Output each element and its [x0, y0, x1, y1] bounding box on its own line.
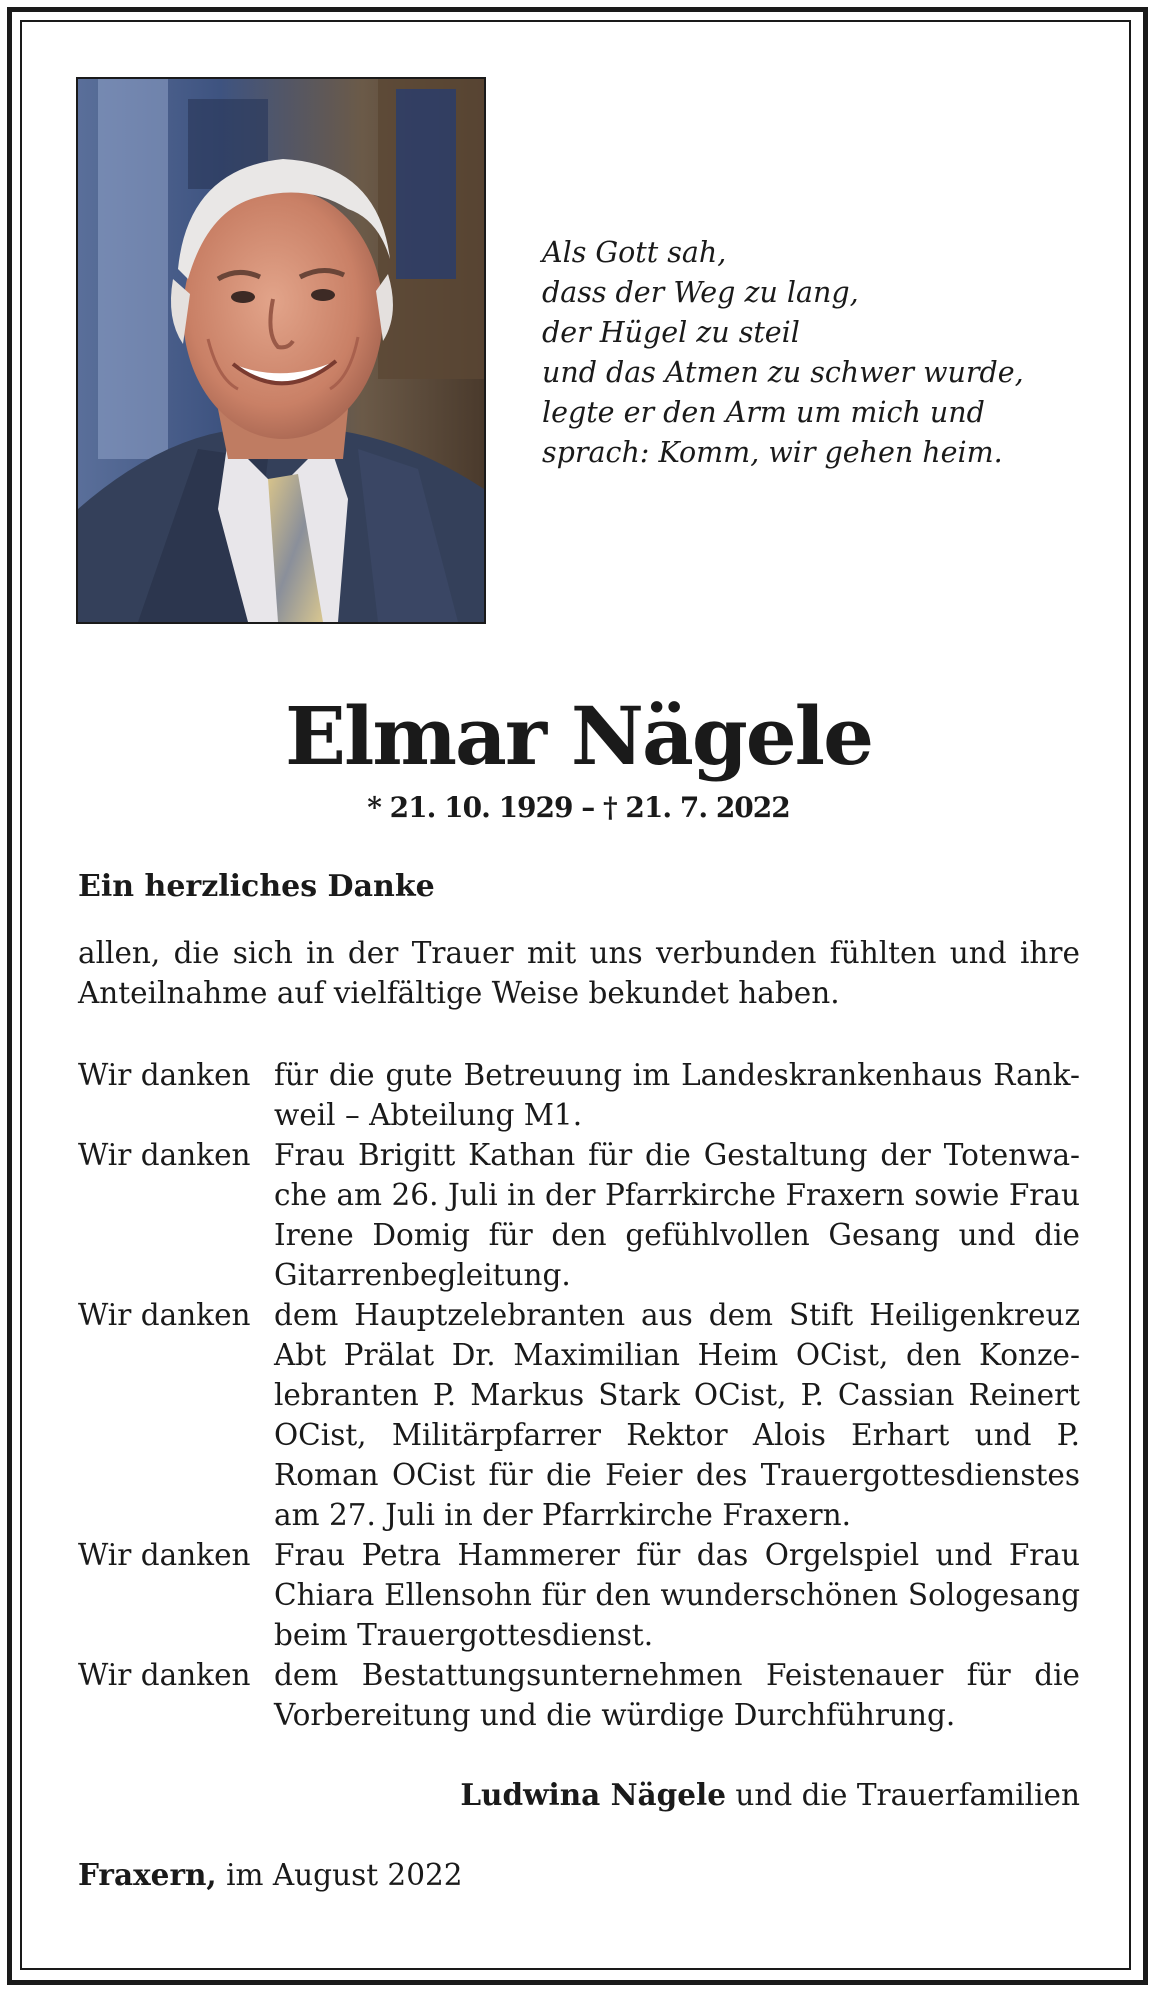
thanks-line: Roman OCist für die Feier des Trauergottesdienstes — [274, 1458, 1080, 1492]
place-date-text: im August 2022 — [226, 1858, 463, 1892]
thanks-lead: Wir danken — [78, 1138, 251, 1172]
portrait-image — [78, 79, 484, 622]
thanks-line: Abt Prälat Dr. Maximilian Heim OCist, den Konze- — [274, 1338, 1080, 1372]
thanks-line: Vorbereitung und die würdige Durchführung. — [274, 1698, 956, 1732]
deceased-name: Elmar Nägele — [285, 689, 872, 783]
place-name: Fraxern, — [78, 1857, 217, 1892]
signature — [460, 1775, 1080, 1815]
poem-line: der Hügel zu steil — [542, 316, 800, 349]
thanks-item — [78, 1135, 1080, 1295]
thanks-line: lebranten P. Markus Stark OCist, P. Cassian Reinert — [274, 1378, 1080, 1412]
poem — [542, 233, 1102, 473]
thanks-heading: Ein herzliches Danke — [78, 869, 435, 904]
thanks-item — [78, 1055, 1080, 1135]
thanks-item — [78, 1655, 1080, 1735]
thanks-line: OCist, Militärpfarrer Rektor Alois Erhart und P. — [274, 1418, 1080, 1452]
thanks-line: weil – Abteilung M1. — [274, 1098, 583, 1132]
thanks-lead: Wir danken — [78, 1658, 251, 1692]
thanks-line: Gitarrenbegleitung. — [274, 1258, 571, 1292]
thanks-line: Chiara Ellensohn für den wunderschönen Sologesang — [274, 1578, 1080, 1612]
thanks-item — [78, 1535, 1080, 1655]
thanks-line: dem Bestattungsunternehmen Feistenauer für die — [274, 1658, 1080, 1692]
thanks-text — [274, 1535, 1080, 1655]
portrait-photo — [76, 77, 486, 624]
thanks-text — [274, 1055, 1080, 1135]
thanks-line: che am 26. Juli in der Pfarrkirche Fraxern sowie Frau — [274, 1178, 1080, 1212]
thanks-line: Frau Brigitt Kathan für die Gestaltung der Totenwa- — [274, 1138, 1080, 1172]
thanks-line: beim Trauergottesdienst. — [274, 1618, 654, 1652]
thanks-text — [274, 1295, 1080, 1535]
poem-line: und das Atmen zu schwer wurde, — [542, 356, 1024, 389]
life-dates: * 21. 10. 1929 – † 21. 7. 2022 — [367, 791, 790, 824]
signature-rest: und die Trauerfamilien — [735, 1778, 1080, 1812]
thanks-list — [78, 1055, 1080, 1735]
thanks-text — [274, 1655, 1080, 1735]
thanks-item — [78, 1295, 1080, 1535]
thanks-text — [274, 1135, 1080, 1295]
thanks-line: für die gute Betreuung im Landeskrankenhaus Rank- — [274, 1058, 1080, 1092]
poem-line: Als Gott sah, — [542, 236, 727, 269]
signature-name: Ludwina Nägele — [460, 1777, 727, 1812]
thanks-lead: Wir danken — [78, 1058, 251, 1092]
thanks-lead: Wir danken — [78, 1538, 251, 1572]
poem-line: sprach: Komm, wir gehen heim. — [542, 436, 1003, 469]
thanks-line: Irene Domig für den gefühlvollen Gesang und die — [274, 1218, 1080, 1252]
thanks-line: dem Hauptzelebranten aus dem Stift Heiligenkreuz — [274, 1298, 1080, 1332]
poem-line: dass der Weg zu lang, — [542, 276, 859, 309]
place-date — [78, 1855, 463, 1895]
thanks-line: Frau Petra Hammerer für das Orgelspiel und Frau — [274, 1538, 1080, 1572]
poem-line: legte er den Arm um mich und — [542, 396, 985, 429]
intro-paragraph: allen, die sich in der Trauer mit uns verbunden fühlten und ihre Anteilnahme auf vielfältige Weise bekundet haben. — [78, 936, 1080, 1010]
thanks-line: am 27. Juli in der Pfarrkirche Fraxern. — [274, 1498, 851, 1532]
thanks-lead: Wir danken — [78, 1298, 251, 1332]
